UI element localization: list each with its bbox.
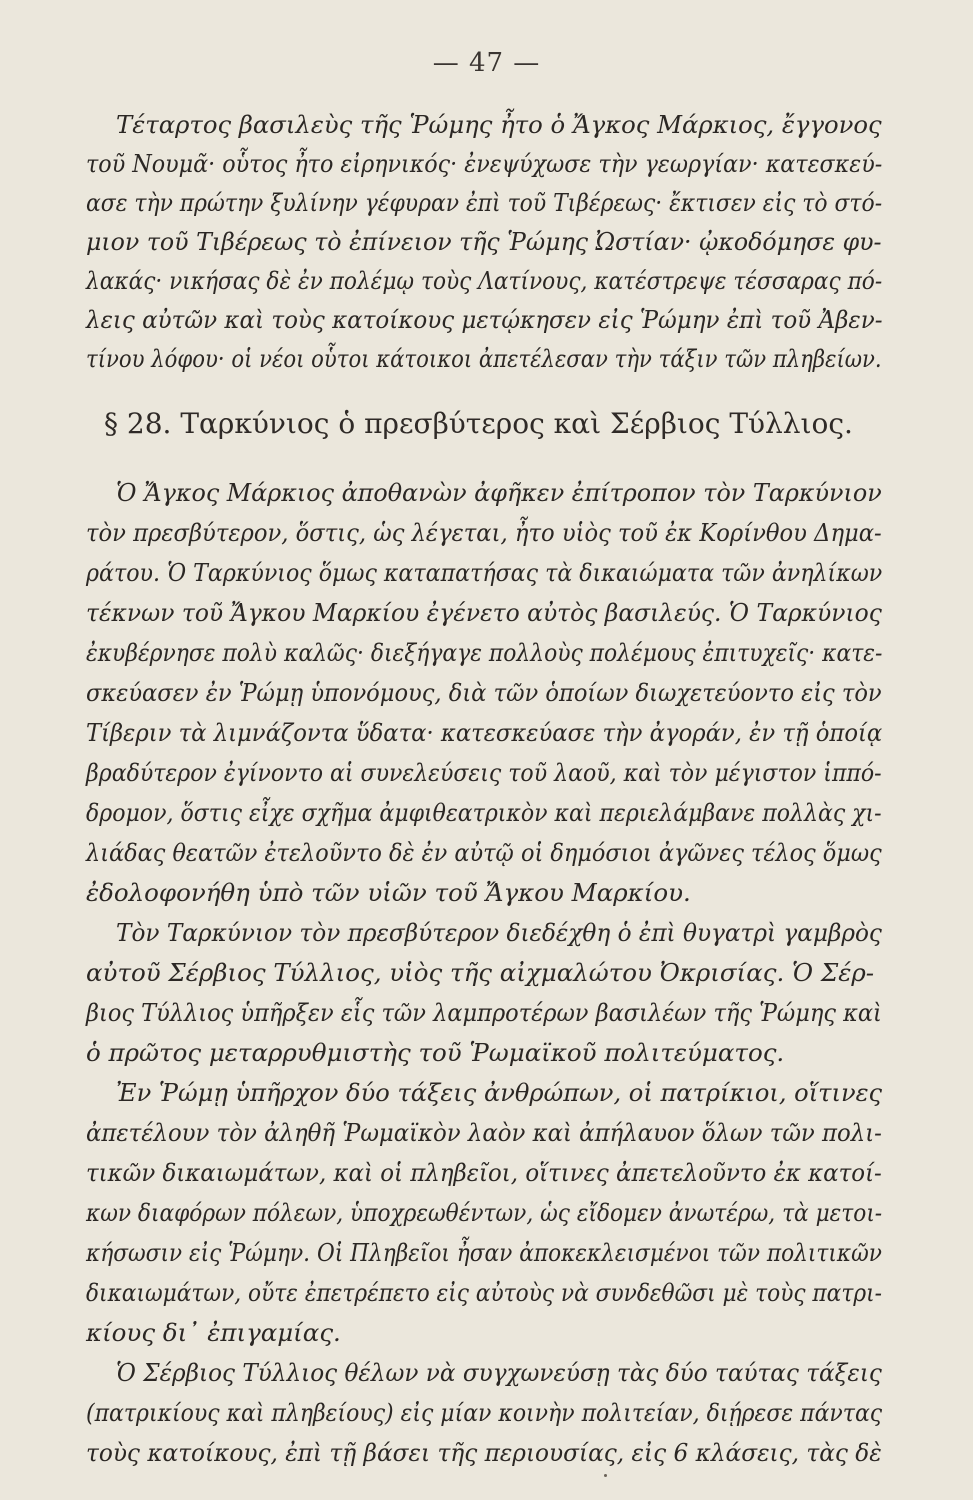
text-line: κίους δι᾿ ἐπιγαμίας.	[86, 1318, 341, 1347]
text-line: λακάς· νικήσας δὲ ἐν πολέμῳ τοὺς Λατίνους, κατέστρεψε τέσσαρας πό-	[86, 266, 883, 295]
text-line: Ὁ Σέρβιος Τύλλιος θέλων νὰ συγχωνεύσῃ τὰς δύο ταύτας τάξεις	[116, 1358, 882, 1387]
text-line: τοῦ Νουμᾶ· οὗτος ἦτο εἰρηνικός· ἐνεψύχωσε τὴν γεωργίαν· κατεσκεύ-	[86, 149, 883, 178]
text-line: βραδύτερον ἐγίνοντο αἱ συνελεύσεις τοῦ λαοῦ, καὶ τὸν μέγιστον ἱππό-	[86, 758, 882, 787]
text-line: τέκνων τοῦ Ἄγκου Μαρκίου ἐγένετο αὐτὸς βασιλεύς. Ὁ Ταρκύνιος	[86, 598, 882, 627]
text-line: (πατρικίους καὶ πληβείους) εἰς μίαν κοινὴν πολιτείαν, διῄρεσε πάντας	[86, 1398, 883, 1427]
text-line: βιος Τύλλιος ὑπῆρξεν εἷς τῶν λαμπροτέρων βασιλέων τῆς Ῥώμης καὶ	[86, 998, 882, 1027]
text-line: Τὸν Ταρκύνιον τὸν πρεσβύτερον διεδέχθη ὁ ἐπὶ θυγατρὶ γαμβρὸς	[116, 918, 882, 947]
text-line: τοὺς κατοίκους, ἐπὶ τῇ βάσει τῆς περιουσίας, εἰς 6 κλάσεις, τὰς δὲ	[86, 1438, 882, 1467]
section-heading: § 28. Ταρκύνιος ὁ πρεσβύτερος καὶ Σέρβιος Τύλλιος.	[104, 407, 853, 440]
paper-speck	[604, 1474, 607, 1477]
text-line: Τέταρτος βασιλεὺς τῆς Ῥώμης ἦτο ὁ Ἄγκος Μάρκιος, ἔγγονος	[116, 110, 882, 139]
text-line: κων διαφόρων πόλεων, ὑποχρεωθέντων, ὡς εἴδομεν ἀνωτέρω, τὰ μετοι-	[86, 1198, 883, 1227]
text-line: τικῶν δικαιωμάτων, καὶ οἱ πληβεῖοι, οἵτινες ἀπετελοῦντο ἐκ κατοί-	[86, 1158, 882, 1187]
text-line: ράτου. Ὁ Ταρκύνιος ὅμως καταπατήσας τὰ δικαιώματα τῶν ἀνηλίκων	[86, 558, 883, 587]
text-line: ἐκυβέρνησε πολὺ καλῶς· διεξήγαγε πολλοὺς πολέμους ἐπιτυχεῖς· κατε-	[86, 638, 883, 667]
text-line: Τίβεριν τὰ λιμνάζοντα ὕδατα· κατεσκεύασε τὴν ἀγοράν, ἐν τῇ ὁποίᾳ	[86, 718, 883, 747]
text-line: αὐτοῦ Σέρβιος Τύλλιος, υἱὸς τῆς αἰχμαλώτου Ὀκρισίας. Ὁ Σέρ-	[86, 958, 875, 987]
text-line: λεις αὐτῶν καὶ τοὺς κατοίκους μετῴκησεν εἰς Ῥώμην ἐπὶ τοῦ Ἀβεν-	[86, 305, 883, 334]
text-line: μιον τοῦ Τιβέρεως τὸ ἐπίνειον τῆς Ῥώμης Ὠστίαν· ᾠκοδόμησε φυ-	[86, 227, 882, 256]
text-line: ασε τὴν πρώτην ξυλίνην γέφυραν ἐπὶ τοῦ Τιβέρεως· ἔκτισεν εἰς τὸ στό-	[86, 188, 883, 217]
text-line: δρομον, ὅστις εἶχε σχῆμα ἀμφιθεατρικὸν καὶ περιελάμβανε πολλὰς χι-	[86, 798, 882, 827]
text-line: κήσωσιν εἰς Ῥώμην. Οἱ Πληβεῖοι ἦσαν ἀποκεκλεισμένοι τῶν πολιτικῶν	[86, 1238, 882, 1267]
text-line: Ἐν Ῥώμῃ ὑπῆρχον δύο τάξεις ἀνθρώπων, οἱ πατρίκιοι, οἵτινες	[116, 1078, 883, 1107]
text-line: σκεύασεν ἐν Ῥώμῃ ὑπονόμους, διὰ τῶν ὁποίων διωχετεύοντο εἰς τὸν	[86, 678, 882, 707]
text-line: ἀπετέλουν τὸν ἀληθῆ Ῥωμαϊκὸν λαὸν καὶ ἀπήλαυον ὅλων τῶν πολι-	[86, 1118, 882, 1147]
text-line: λιάδας θεατῶν ἐτελοῦντο δὲ ἐν αὐτῷ οἱ δημόσιοι ἀγῶνες τέλος ὅμως	[86, 838, 882, 867]
page-number: — 47 —	[432, 48, 541, 78]
text-line: τίνου λόφου· οἱ νέοι οὗτοι κάτοικοι ἀπετέλεσαν τὴν τάξιν τῶν πληβείων.	[86, 344, 882, 373]
text-line: ὁ πρῶτος μεταρρυθμιστὴς τοῦ Ῥωμαϊκοῦ πολιτεύματος.	[86, 1038, 785, 1067]
text-line: ἐδολοφονήθη ὑπὸ τῶν υἱῶν τοῦ Ἄγκου Μαρκίου.	[86, 878, 691, 907]
text-line: δικαιωμάτων, οὔτε ἐπετρέπετο εἰς αὐτοὺς νὰ συνδεθῶσι μὲ τοὺς πατρι-	[86, 1278, 882, 1307]
text-line: τὸν πρεσβύτερον, ὅστις, ὡς λέγεται, ἦτο υἱὸς τοῦ ἐκ Κορίνθου Δημα-	[86, 518, 882, 547]
text-line: Ὁ Ἄγκος Μάρκιος ἀποθανὼν ἀφῆκεν ἐπίτροπον τὸν Ταρκύνιον	[116, 478, 882, 507]
